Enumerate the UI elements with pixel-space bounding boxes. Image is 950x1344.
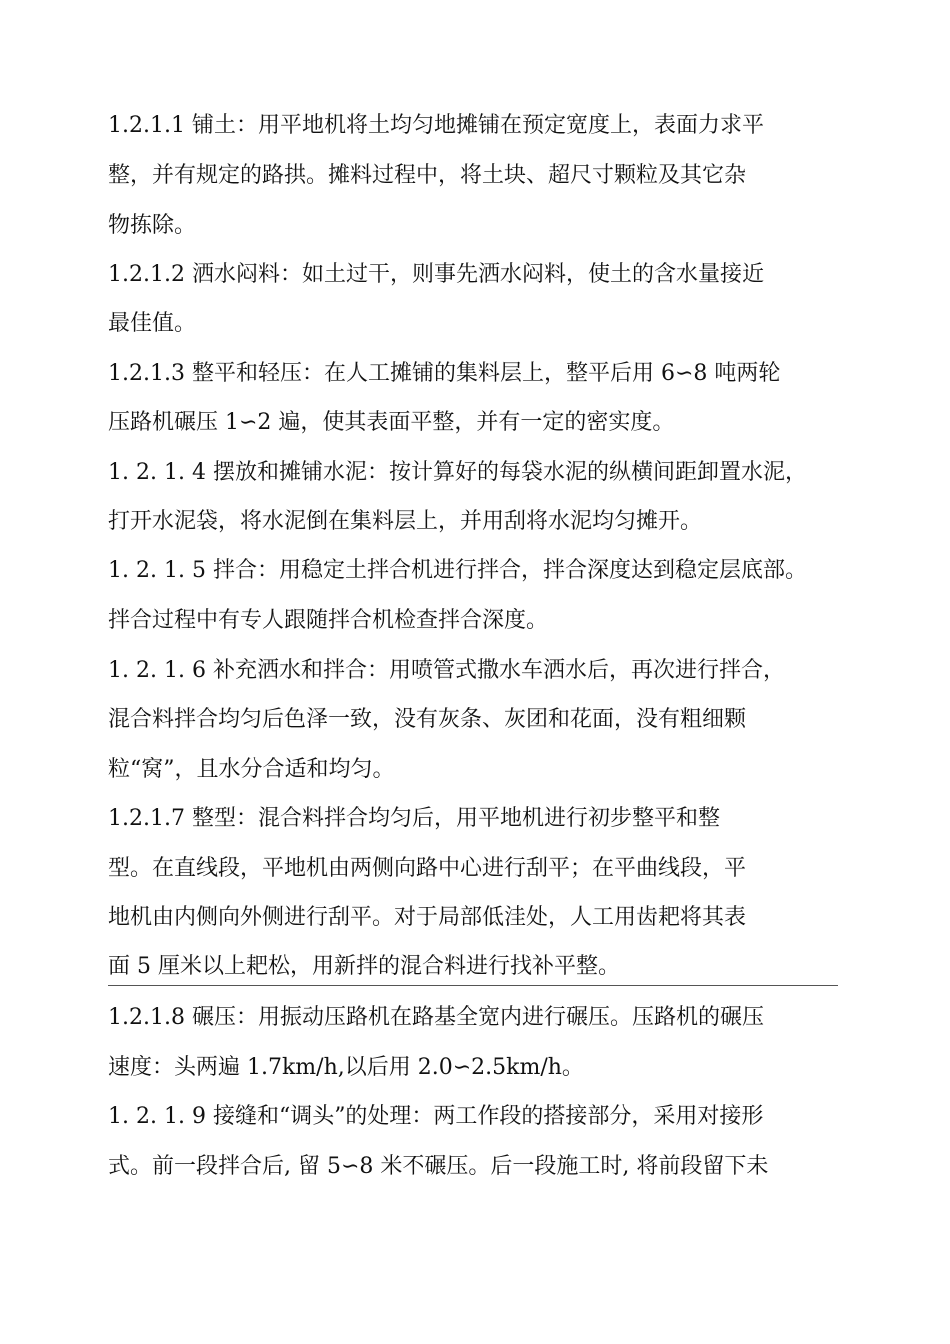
text-line: 1.2.1.8 碾压：用振动压路机在路基全宽内进行碾压。压路机的碾压 xyxy=(108,1005,764,1030)
text-line: 1. 2. 1. 4 摆放和摊铺水泥：按计算好的每袋水泥的纵横间距卸置水泥， xyxy=(108,460,807,485)
text-line: 打开水泥袋，将水泥倒在集料层上，并用刮将水泥均匀摊开。 xyxy=(108,509,703,534)
text-line: 混合料拌合均匀后色泽一致，没有灰条、灰团和花面，没有粗细颗 xyxy=(108,707,747,732)
text-line: 型。在直线段，平地机由两侧向路中心进行刮平；在平曲线段，平 xyxy=(108,856,747,881)
horizontal-divider xyxy=(108,985,838,986)
text-line: 最佳值。 xyxy=(108,311,197,336)
text-line: 1. 2. 1. 5 拌合：用稳定土拌合机进行拌合，拌合深度达到稳定层底部。 xyxy=(108,558,807,583)
text-line: 1.2.1.2 洒水闷料：如土过干，则事先洒水闷料，使土的含水量接近 xyxy=(108,262,764,287)
text-line: 整，并有规定的路拱。摊料过程中，将土块、超尺寸颗粒及其它杂 xyxy=(108,163,747,188)
text-line: 面 5 厘米以上耙松，用新拌的混合料进行找补平整。 xyxy=(108,954,620,979)
text-line: 1. 2. 1. 6 补充洒水和拌合：用喷管式撒水车洒水后，再次进行拌合， xyxy=(108,658,785,683)
text-line: 1.2.1.1 铺土：用平地机将土均匀地摊铺在预定宽度上，表面力求平 xyxy=(108,113,764,138)
text-line: 地机由内侧向外侧进行刮平。对于局部低洼处，人工用齿耙将其表 xyxy=(108,905,747,930)
text-line: 1.2.1.7 整型：混合料拌合均匀后，用平地机进行初步整平和整 xyxy=(108,806,720,831)
text-line: 1. 2. 1. 9 接缝和“调头”的处理：两工作段的搭接部分，采用对接形 xyxy=(108,1104,764,1129)
text-line: 速度：头两遍 1.7km/h,以后用 2.0∽2.5km/h。 xyxy=(108,1055,584,1080)
text-line: 粒“窝”，且水分合适和均匀。 xyxy=(108,757,395,782)
text-line: 物拣除。 xyxy=(108,213,197,238)
text-line: 1.2.1.3 整平和轻压：在人工摊铺的集料层上，整平后用 6∽8 吨两轮 xyxy=(108,361,781,386)
text-line: 压路机碾压 1∽2 遍，使其表面平整，并有一定的密实度。 xyxy=(108,410,675,435)
text-line: 式。前一段拌合后, 留 5∽8 米不碾压。后一段施工时, 将前段留下未 xyxy=(108,1154,769,1179)
text-line: 拌合过程中有专人跟随拌合机检查拌合深度。 xyxy=(108,608,549,633)
